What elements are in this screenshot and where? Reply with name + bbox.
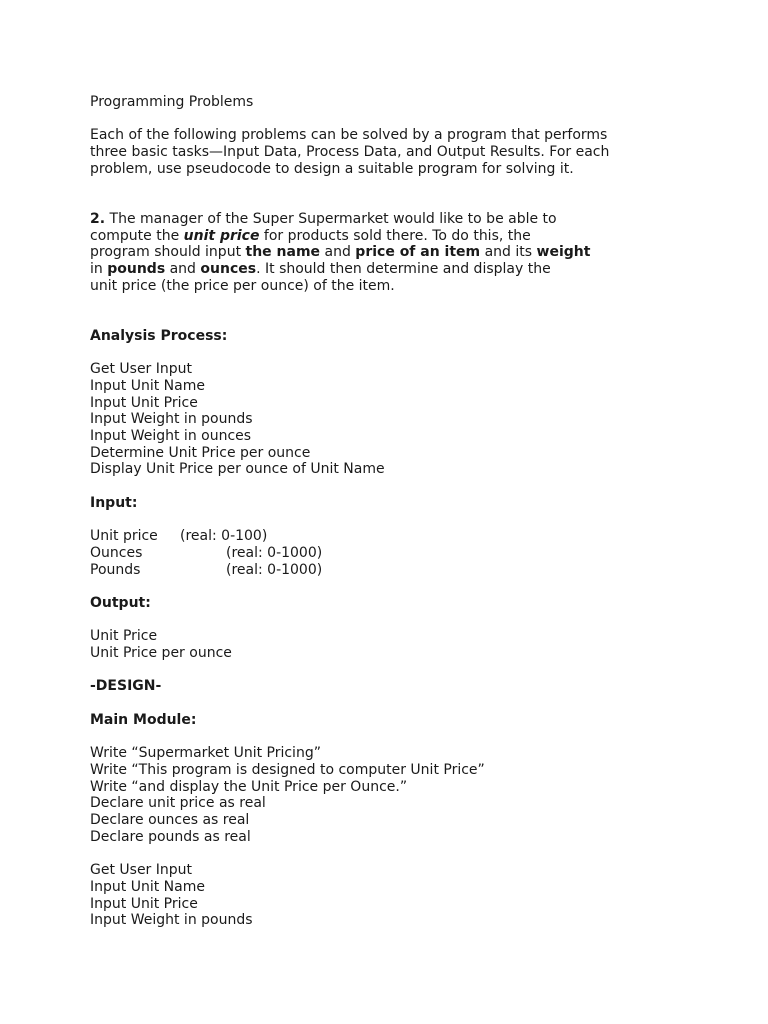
list-item: Input Weight in pounds [90, 411, 253, 428]
problem-line-3 [90, 244, 710, 261]
input-name: Pounds [90, 561, 141, 578]
input-row [90, 528, 710, 545]
design-section [90, 678, 710, 929]
input-section [90, 495, 710, 579]
code-line: Write “and display the Unit Price per Ounce.” [90, 778, 408, 795]
analysis-heading: Analysis Process: [90, 327, 228, 344]
problem-text: for products sold there. To do this, the [259, 227, 531, 244]
code-line: Write “Supermarket Unit Pricing” [90, 745, 321, 762]
list-item: Display Unit Price per ounce of Unit Name [90, 461, 385, 478]
emphasis-the-name: the name [245, 244, 321, 261]
analysis-section [90, 328, 710, 478]
emphasis-pounds: pounds [107, 261, 166, 277]
emphasis-price-of-item: price of an item [355, 244, 481, 261]
intro-line: problem, use pseudocode to design a suitable program for solving it. [90, 160, 574, 177]
emphasis-unit-price: unit price [183, 227, 260, 244]
input-row [90, 562, 710, 579]
problem-text: and [165, 261, 201, 277]
output-section [90, 595, 710, 662]
list-item: Get User Input [90, 361, 193, 378]
design-heading: -DESIGN- [90, 678, 162, 695]
problem-text: and its [480, 244, 537, 261]
intro-line: Each of the following problems can be solved by a program that performs [90, 127, 608, 144]
problem-text: compute the [90, 227, 184, 244]
output-heading: Output: [90, 594, 151, 611]
problem-line-1 [90, 211, 710, 228]
input-heading: Input: [90, 494, 138, 511]
code-line: Write “This program is designed to computer Unit Price” [90, 761, 485, 778]
list-item: Unit Price per ounce [90, 645, 232, 662]
input-range: (real: 0-1000) [226, 544, 323, 561]
list-item: Determine Unit Price per ounce [90, 444, 311, 461]
problem-line-5: unit price (the price per ounce) of the item. [90, 277, 395, 294]
list-item: Input Unit Price [90, 394, 198, 411]
code-line: Input Weight in pounds [90, 912, 253, 929]
problem-text: The manager of the Super Supermarket would like to be able to [105, 210, 557, 227]
code-line: Input Unit Price [90, 895, 198, 912]
emphasis-weight: weight [536, 244, 591, 261]
code-line: Declare pounds as real [90, 828, 251, 845]
code-line: Get User Input [90, 862, 193, 879]
code-line: Declare unit price as real [90, 795, 266, 812]
intro-paragraph [90, 127, 710, 177]
intro-line: three basic tasks—Input Data, Process Data, and Output Results. For each [90, 144, 610, 161]
problem-line-2 [90, 228, 710, 245]
input-name: Ounces [90, 544, 143, 561]
problem-text: and [320, 244, 356, 261]
code-line: Declare ounces as real [90, 812, 250, 829]
problem-text: program should input [90, 244, 246, 261]
list-item: Input Weight in ounces [90, 428, 252, 444]
main-module-heading: Main Module: [90, 711, 197, 728]
problem-line-4 [90, 261, 710, 278]
code-line: Input Unit Name [90, 878, 205, 895]
problem-text: in [90, 261, 108, 277]
problem-statement [90, 211, 710, 295]
input-range: (real: 0-1000) [226, 561, 323, 578]
list-item: Input Unit Name [90, 377, 205, 394]
emphasis-ounces: ounces [200, 261, 257, 277]
page-title: Programming Problems [90, 94, 254, 110]
problem-text: . It should then determine and display the [256, 261, 551, 277]
input-name: Unit price [90, 528, 158, 545]
input-range: (real: 0-100) [180, 528, 268, 545]
list-item: Unit Price [90, 628, 158, 645]
document-content [90, 94, 710, 929]
problem-number: 2. [90, 210, 106, 227]
input-row [90, 545, 710, 562]
